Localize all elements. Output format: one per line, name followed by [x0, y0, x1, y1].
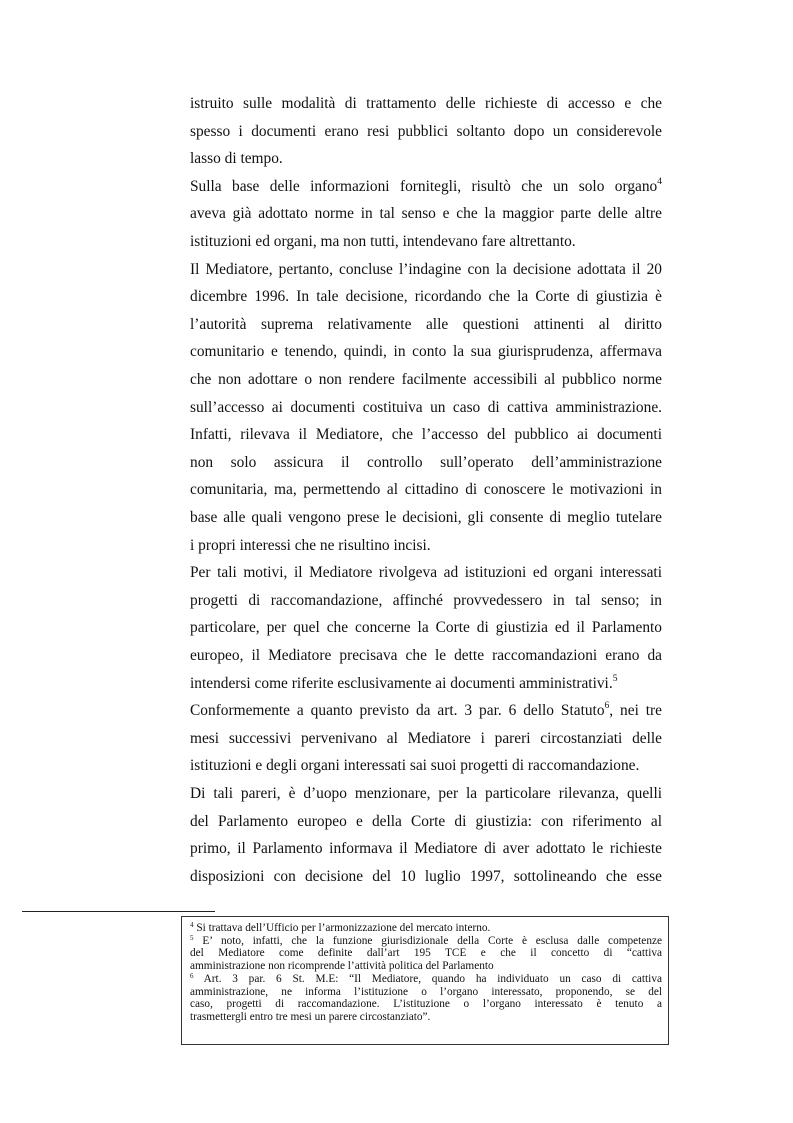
- body-line-text: Il Mediatore, pertanto, concluse l’indagine con la decisione adottata il 20: [190, 260, 662, 278]
- footnote-separator: [22, 911, 215, 912]
- footnote-text: caso, progetti di raccomandazione. L’istituzione o l’organo interessato è tenuto a: [190, 998, 662, 1011]
- body-line: [190, 835, 662, 863]
- body-line-text: istituzioni e degli organi interessati sai suoi progetti di raccomandazione.: [190, 757, 640, 775]
- body-line: [190, 752, 662, 780]
- body-line: [190, 118, 662, 146]
- body-line: [190, 614, 662, 642]
- body-line: [190, 145, 662, 173]
- body-line: [190, 532, 662, 560]
- footnote-line: [190, 986, 662, 999]
- footnote-text: amministrazione, ne informa l’istituzione o l’organo interessato, proponendo, se del: [190, 985, 662, 998]
- body-line: [190, 504, 662, 532]
- body-line-text: i propri interessi che ne risultino incisi.: [190, 536, 431, 554]
- body-line-text: comunitaria, ma, permettendo al cittadino di conoscere le motivazioni in: [190, 481, 662, 499]
- body-line: [190, 725, 662, 753]
- body-line-text: disposizioni con decisione del 10 luglio 1997, sottolineando che esse: [190, 867, 662, 885]
- body-line-text: base alle quali vengono prese le decisioni, gli consente di meglio tutelare: [190, 509, 662, 526]
- body-line-text: primo, il Parlamento informava il Mediatore di aver adottato le richieste: [190, 840, 662, 858]
- body-line-text: Infatti, rilevava il Mediatore, che l’accesso del pubblico ai documenti: [190, 426, 662, 444]
- footnote-text: del Mediatore come definite dall’art 195 TCE e che il concetto di “cattiva: [190, 947, 662, 960]
- footnote-number: 4: [190, 921, 194, 929]
- body-line-text: istruito sulle modalità di trattamento delle richieste di accesso e che: [190, 95, 662, 112]
- body-line-text: l’autorità suprema relativamente alle questioni attinenti al diritto: [190, 315, 662, 333]
- body-line-text: del Parlamento europeo e della Corte di giustizia: con riferimento al: [190, 812, 662, 830]
- body-line: [190, 559, 662, 587]
- footnote-line: [190, 1011, 662, 1024]
- body-line: [190, 311, 662, 339]
- body-line-text: Per tali motivi, il Mediatore rivolgeva ad istituzioni ed organi interessati: [190, 564, 662, 582]
- footnote-reference: 5: [612, 673, 618, 684]
- body-line: [190, 283, 662, 311]
- body-line: [190, 394, 662, 422]
- body-line-text: , nei tre: [609, 702, 662, 720]
- body-line-text: non solo assicura il controllo sull’operato dell’amministrazione: [190, 453, 662, 471]
- footnote-line: [190, 960, 662, 973]
- body-line-text: spesso i documenti erano resi pubblici soltanto dopo un considerevole: [190, 122, 662, 140]
- body-line: [190, 697, 662, 725]
- body-line-text: comunitario e tenendo, quindi, in conto la sua giurisprudenza, affermava: [190, 343, 662, 361]
- body-line-text: sull’accesso ai documenti costituiva un caso di cattiva amministrazione.: [190, 398, 662, 416]
- body-line: [190, 90, 662, 118]
- footnote-text: trasmettergli entro tre mesi un parere circostanziato”.: [190, 1010, 431, 1023]
- body-line-text: mesi successivi pervenivano al Mediatore i pareri circostanziati delle: [190, 729, 662, 747]
- body-line-text: Conformemente a quanto previsto da art. 3 par. 6 dello Statuto: [190, 702, 605, 720]
- body-line-text: particolare, per quel che concerne la Corte di giustizia ed il Parlamento: [190, 619, 662, 637]
- footnote-text: E’ noto, infatti, che la funzione giurisdizionale della Corte è esclusa dalle competenze: [193, 934, 662, 947]
- body-line: [190, 642, 662, 670]
- footnote-line: [190, 998, 662, 1011]
- body-line: [190, 228, 662, 256]
- body-line: [190, 670, 662, 698]
- body-line-text: che non adottare o non rendere facilmente accessibili al pubblico norme: [190, 371, 662, 388]
- body-line-text: intendersi come riferite esclusivamente ai documenti amministrativi.: [190, 674, 613, 692]
- body-line: [190, 808, 662, 836]
- footnote-number: 5: [190, 933, 194, 942]
- body-line-text: dicembre 1996. In tale decisione, ricordando che la Corte di giustizia è: [190, 288, 662, 306]
- body-line: [190, 421, 662, 449]
- body-line: [190, 173, 662, 201]
- body-line: [190, 338, 662, 366]
- footnote-number: 6: [190, 971, 194, 980]
- body-line-text: aveva già adottato norme in tal senso e che la maggior parte delle altre: [190, 205, 662, 223]
- body-line-text: progetti di raccomandazione, affinché provvedessero in tal senso; in: [190, 591, 662, 609]
- footnote-line: [190, 922, 662, 935]
- footnote-text: amministrazione non ricomprende l’attività politica del Parlamento: [190, 960, 494, 973]
- body-line: [190, 863, 662, 891]
- body-line-text: europeo, il Mediatore precisava che le dette raccomandazioni erano da: [190, 647, 662, 664]
- body-line-text: Sulla base delle informazioni fornitegli, risultò che un solo organo: [190, 177, 658, 195]
- body-line: [190, 476, 662, 504]
- footnote-line: [190, 973, 662, 986]
- body-line: [190, 366, 662, 394]
- footnote-reference: 6: [604, 701, 610, 712]
- body-line-text: lasso di tempo.: [190, 150, 283, 168]
- body-line: [190, 200, 662, 228]
- body-line: [190, 587, 662, 615]
- footnote-text: Si trattava dell’Ufficio per l’armonizzazione del mercato interno.: [193, 922, 491, 934]
- footnote-text: Art. 3 par. 6 St. M.E: “Il Mediatore, quando ha individuato un caso di cattiva: [193, 972, 662, 985]
- body-line-text: Di tali pareri, è d’uopo menzionare, per la particolare rilevanza, quelli: [190, 785, 662, 802]
- body-line-text: istituzioni ed organi, ma non tutti, intendevano fare altrettanto.: [190, 233, 576, 250]
- body-line: [190, 780, 662, 808]
- footnote-line: [190, 947, 662, 960]
- footnote-line: [190, 935, 662, 948]
- footnote-reference: 4: [657, 176, 662, 187]
- body-line: [190, 256, 662, 284]
- body-line: [190, 449, 662, 477]
